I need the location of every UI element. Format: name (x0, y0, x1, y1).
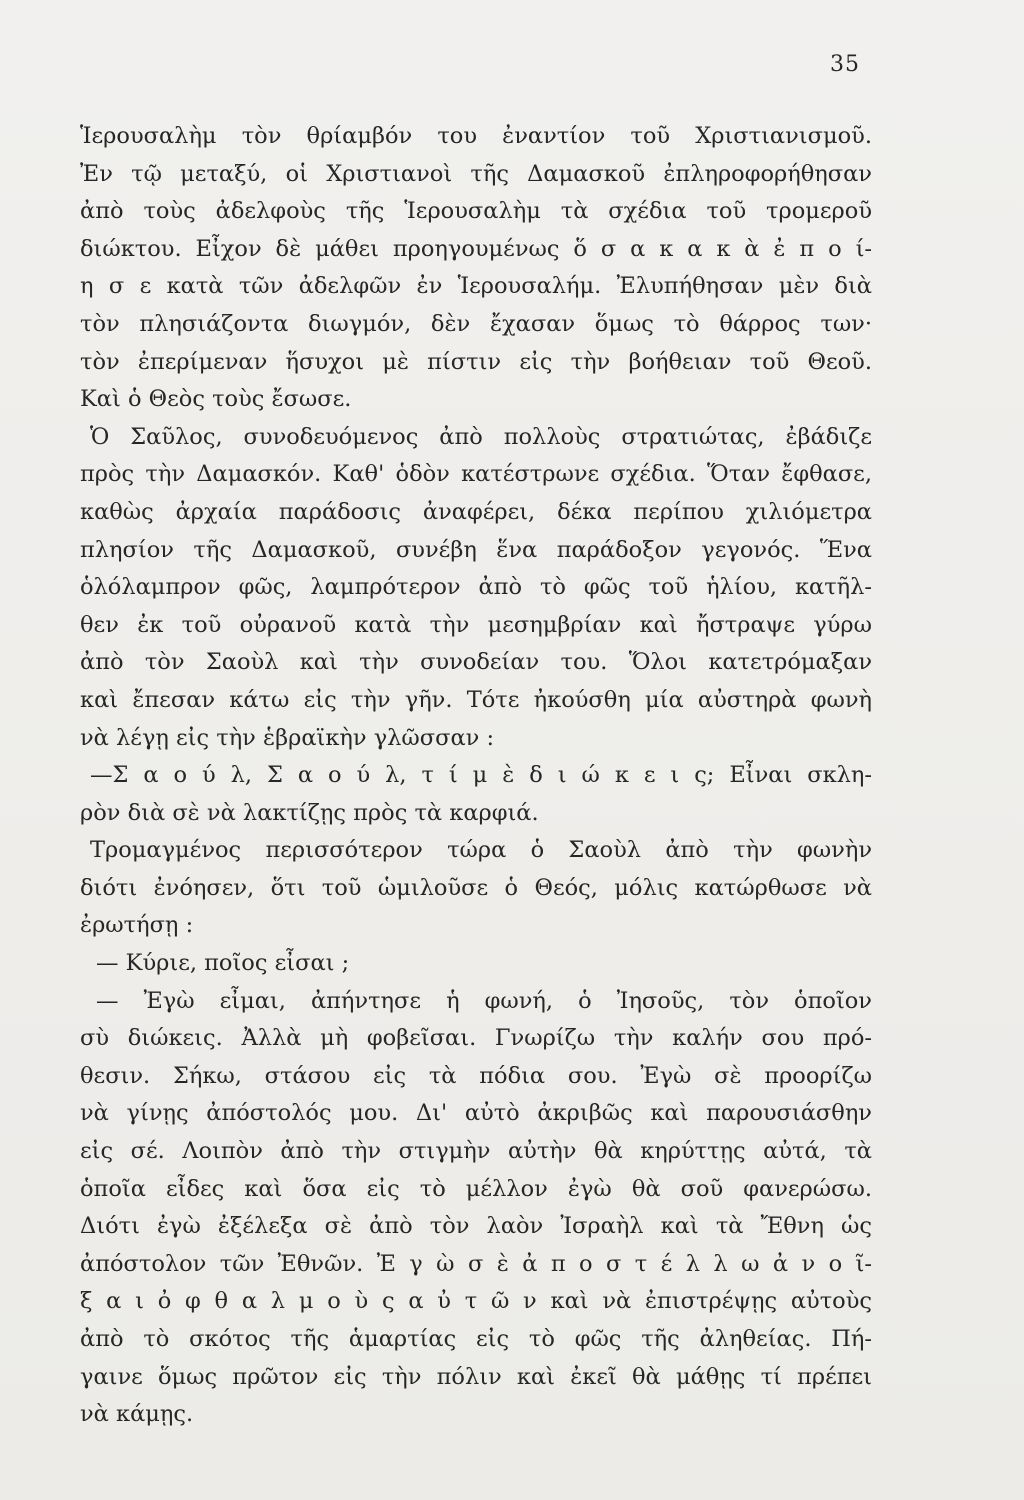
text-line: σὺ διώκεις. Ἀλλὰ μὴ φοβεῖσαι. Γνωρίζω τὴν καλήν σου πρό- (80, 1025, 872, 1052)
text-line: πρὸς τὴν Δαμασκόν. Καθ' ὁδὸν κατέστρωνε σχέδια. Ὅταν ἔφθασε, (80, 461, 872, 488)
text-line: ξ α ι ὀ φ θ α λ μ ο ὺ ς α ὐ τ ῶ ν καὶ νὰ ἐπιστρέψῃς αὐτοὺς (80, 1288, 872, 1315)
text-line: — Κύριε, ποῖος εἶσαι ; (96, 950, 350, 977)
text-line: διώκτου. Εἶχον δὲ μάθει προηγουμένως ὅ σ α κ α κ ὰ ἐ π ο ί- (80, 235, 872, 262)
text-line: διότι ἐνόησεν, ὅτι τοῦ ὡμιλοῦσε ὁ Θεός, μόλις κατώρθωσε νὰ (80, 874, 872, 901)
text-line: θεσιν. Σήκω, στάσου εἰς τὰ πόδια σου. Ἐγὼ σὲ προορίζω (80, 1062, 872, 1089)
text-line: πλησίον τῆς Δαμασκοῦ, συνέβη ἕνα παράδοξον γεγονός. Ἕνα (80, 536, 872, 563)
text-line: νὰ λέγῃ εἰς τὴν ἑβραϊκὴν γλῶσσαν : (80, 724, 495, 751)
text-line: ἀπὸ τὸ σκότος τῆς ἁμαρτίας εἰς τὸ φῶς τῆς ἀληθείας. Πή- (80, 1326, 872, 1352)
text-line: εἰς σέ. Λοιπὸν ἀπὸ τὴν στιγμὴν αὐτὴν θὰ κηρύττῃς αὐτά, τὰ (80, 1138, 872, 1165)
text-line: γαινε ὅμως πρῶτον εἰς τὴν πόλιν καὶ ἐκεῖ θὰ μάθῃς τί πρέπει (80, 1363, 872, 1390)
text-line: νὰ κάμῃς. (80, 1401, 194, 1428)
text-line: η σ ε κατὰ τῶν ἀδελφῶν ἐν Ἱερουσαλήμ. Ἐλυπήθησαν μὲν διὰ (80, 273, 872, 300)
text-line: ἀπὸ τὸν Σαοὺλ καὶ τὴν συνοδείαν του. Ὅλοι κατετρόμαξαν (80, 649, 872, 676)
text-line: τὸν πλησιάζοντα διωγμόν, δὲν ἔχασαν ὅμως τὸ θάρρος των· (80, 310, 872, 337)
text-line: — Ἐγὼ εἶμαι, ἀπήντησε ἡ φωνή, ὁ Ἰησοῦς, τὸν ὁποῖον (96, 987, 872, 1014)
text-line: Καὶ ὁ Θεὸς τοὺς ἔσωσε. (80, 386, 352, 413)
text-line: ἀπὸ τοὺς ἀδελφοὺς τῆς Ἱερουσαλὴμ τὰ σχέδια τοῦ τρομεροῦ (80, 198, 872, 225)
text-line: ὁλόλαμπρον φῶς, λαμπρότερον ἀπὸ τὸ φῶς τοῦ ἡλίου, κατῆλ- (80, 574, 872, 601)
text-line: νὰ γίνῃς ἀπόστολός μου. Δι' αὐτὸ ἀκριβῶς καὶ παρουσιάσθην (80, 1100, 872, 1127)
text-line: Ὁ Σαῦλος, συνοδευόμενος ἀπὸ πολλοὺς στρατιώτας, ἐβάδιζε (90, 423, 872, 450)
text-line: ὁποῖα εἶδες καὶ ὅσα εἰς τὸ μέλλον ἐγὼ θὰ σοῦ φανερώσω. (80, 1175, 872, 1202)
text-line: καὶ ἔπεσαν κάτω εἰς τὴν γῆν. Τότε ἠκούσθη μία αὐστηρὰ φωνὴ (80, 686, 872, 713)
text-line: ἀπόστολον τῶν Ἐθνῶν. Ἐ γ ὼ σ ὲ ἀ π ο σ τ έ λ λ ω ἀ ν ο ῖ- (80, 1250, 872, 1277)
text-line: τὸν ἐπερίμεναν ἥσυχοι μὲ πίστιν εἰς τὴν βοήθειαν τοῦ Θεοῦ. (80, 348, 872, 375)
text-line: Διότι ἐγὼ ἐξέλεξα σὲ ἀπὸ τὸν λαὸν Ἰσραὴλ καὶ τὰ Ἔθνη ὡς (80, 1213, 872, 1240)
text-line: θεν ἐκ τοῦ οὐρανοῦ κατὰ τὴν μεσημβρίαν καὶ ἤστραψε γύρω (80, 611, 872, 638)
text-line: ἐρωτήσῃ : (80, 912, 194, 939)
text-line: Τρομαγμένος περισσότερον τώρα ὁ Σαοὺλ ἀπὸ τὴν φωνὴν (90, 837, 872, 864)
text-line: ρὸν διὰ σὲ νὰ λακτίζῃς πρὸς τὰ καρφιά. (80, 799, 539, 826)
text-line: —Σ α ο ύ λ, Σ α ο ύ λ, τ ί μ ὲ δ ι ώ κ ε ι ς; Εἶναι σκλη- (90, 762, 872, 789)
text-line: καθὼς ἀρχαία παράδοσις ἀναφέρει, δέκα περίπου χιλιόμετρα (80, 498, 872, 525)
text-line: Ἐν τῷ μεταξύ, οἱ Χριστιανοὶ τῆς Δαμασκοῦ ἐπληροφορήθησαν (80, 160, 872, 187)
body-text (80, 118, 872, 1434)
text-line: Ἱερουσαλὴμ τὸν θρίαμβόν του ἐναντίον τοῦ Χριστιανισμοῦ. (80, 123, 872, 149)
page-number: 35 (830, 52, 860, 77)
